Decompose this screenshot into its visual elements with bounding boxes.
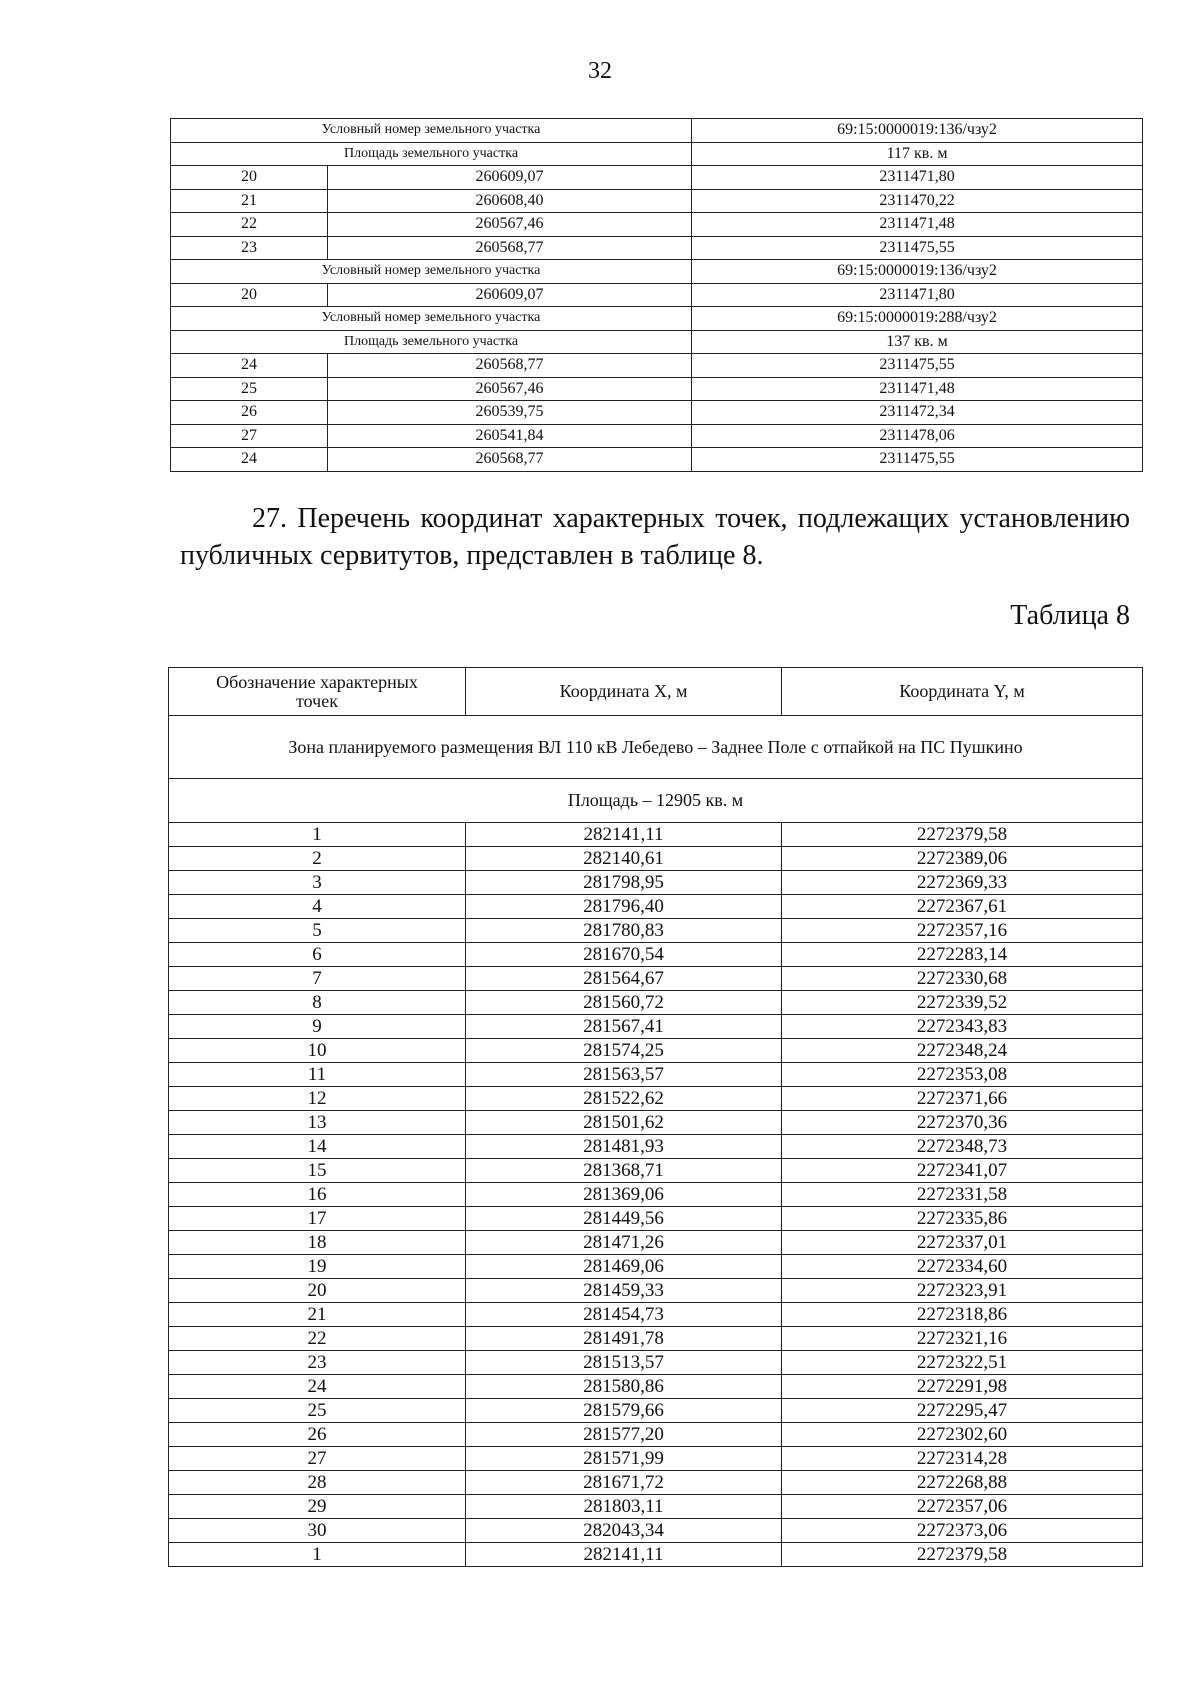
coord-x: 281449,56 [466, 1207, 782, 1231]
point-id: 30 [169, 1519, 466, 1543]
coordinate-row [171, 401, 1143, 425]
coordinate-row [171, 354, 1143, 378]
coordinate-row [171, 236, 1143, 260]
table-row [169, 1351, 1143, 1375]
coord-x: 281670,54 [466, 943, 782, 967]
table-row [169, 1207, 1143, 1231]
coord-x: 282141,11 [466, 1543, 782, 1567]
point-id: 19 [169, 1255, 466, 1279]
coord-y: 2311478,06 [692, 424, 1143, 448]
point-id: 8 [169, 991, 466, 1015]
table-row [169, 1471, 1143, 1495]
table-row [169, 1063, 1143, 1087]
point-id: 20 [171, 283, 328, 307]
table-row [169, 1231, 1143, 1255]
point-id: 11 [169, 1063, 466, 1087]
coord-y: 2272370,36 [782, 1111, 1143, 1135]
point-id: 14 [169, 1135, 466, 1159]
coord-x: 281368,71 [466, 1159, 782, 1183]
coord-y: 2272357,16 [782, 919, 1143, 943]
coord-x: 281798,95 [466, 871, 782, 895]
coord-x: 281454,73 [466, 1303, 782, 1327]
point-id: 21 [169, 1303, 466, 1327]
coordinate-row [171, 283, 1143, 307]
coord-y: 2272353,08 [782, 1063, 1143, 1087]
point-id: 4 [169, 895, 466, 919]
paragraph-27 [180, 500, 1130, 574]
table-row [169, 895, 1143, 919]
paragraph-text: 27. Перечень координат характерных точек, подлежащих установлению публичных сервитутов, представлен в таблице 8. [180, 503, 1130, 571]
plot-area-value: 117 кв. м [692, 142, 1143, 166]
coord-y: 2272302,60 [782, 1423, 1143, 1447]
area-row [169, 779, 1143, 823]
coord-y: 2272291,98 [782, 1375, 1143, 1399]
point-id: 1 [169, 823, 466, 847]
coord-x: 260568,77 [328, 354, 692, 378]
coord-x: 282043,34 [466, 1519, 782, 1543]
point-id: 7 [169, 967, 466, 991]
point-id: 26 [169, 1423, 466, 1447]
coord-x: 282140,61 [466, 847, 782, 871]
point-id: 24 [171, 448, 328, 472]
table-row [169, 1303, 1143, 1327]
point-id: 15 [169, 1159, 466, 1183]
point-id: 20 [169, 1279, 466, 1303]
table-row [169, 847, 1143, 871]
coord-x: 281513,57 [466, 1351, 782, 1375]
table-row [169, 1135, 1143, 1159]
point-id: 27 [171, 424, 328, 448]
coord-x: 281564,67 [466, 967, 782, 991]
table-row [169, 1183, 1143, 1207]
point-id: 22 [169, 1327, 466, 1351]
point-id: 13 [169, 1111, 466, 1135]
table-row [169, 1279, 1143, 1303]
table-row [169, 1519, 1143, 1543]
table-row [169, 1375, 1143, 1399]
table-row [169, 943, 1143, 967]
coordinate-row [171, 377, 1143, 401]
point-id: 6 [169, 943, 466, 967]
coord-x: 281522,62 [466, 1087, 782, 1111]
point-id: 24 [171, 354, 328, 378]
table-row [169, 1543, 1143, 1567]
plot-area-value: 137 кв. м [692, 330, 1143, 354]
table-8 [168, 667, 1143, 1567]
table-row [169, 823, 1143, 847]
table-row [169, 1327, 1143, 1351]
point-id: 1 [169, 1543, 466, 1567]
point-id: 25 [171, 377, 328, 401]
plot-number-value: 69:15:0000019:288/чзу2 [692, 307, 1143, 331]
coord-x: 282141,11 [466, 823, 782, 847]
coord-y: 2272268,88 [782, 1471, 1143, 1495]
coord-y: 2272371,66 [782, 1087, 1143, 1111]
coord-x: 281491,78 [466, 1327, 782, 1351]
point-id: 23 [169, 1351, 466, 1375]
plot-number-row [171, 260, 1143, 284]
coord-y: 2311471,48 [692, 377, 1143, 401]
coord-y: 2272348,24 [782, 1039, 1143, 1063]
coord-y: 2272335,86 [782, 1207, 1143, 1231]
coord-x: 281574,25 [466, 1039, 782, 1063]
table-row [169, 1015, 1143, 1039]
coordinate-row [171, 424, 1143, 448]
coord-x: 281671,72 [466, 1471, 782, 1495]
point-id: 27 [169, 1447, 466, 1471]
zone-title: Зона планируемого размещения ВЛ 110 кВ Лебедево – Заднее Поле с отпайкой на ПС Пушкино [169, 716, 1143, 779]
coord-y: 2311471,80 [692, 166, 1143, 190]
coord-y: 2272389,06 [782, 847, 1143, 871]
table-row [169, 1039, 1143, 1063]
point-id: 26 [171, 401, 328, 425]
point-id: 28 [169, 1471, 466, 1495]
coord-y: 2272369,33 [782, 871, 1143, 895]
table-row [169, 991, 1143, 1015]
table-row [169, 1399, 1143, 1423]
point-id: 9 [169, 1015, 466, 1039]
coord-x: 260539,75 [328, 401, 692, 425]
coord-y: 2272379,58 [782, 823, 1143, 847]
point-id: 17 [169, 1207, 466, 1231]
coord-x: 260541,84 [328, 424, 692, 448]
coord-y: 2311475,55 [692, 448, 1143, 472]
table-row [169, 871, 1143, 895]
coord-x: 281471,26 [466, 1231, 782, 1255]
coord-y: 2272379,58 [782, 1543, 1143, 1567]
coordinate-row [171, 189, 1143, 213]
point-id: 16 [169, 1183, 466, 1207]
coord-y: 2272367,61 [782, 895, 1143, 919]
coord-y: 2272373,06 [782, 1519, 1143, 1543]
point-id: 21 [171, 189, 328, 213]
coord-y: 2272314,28 [782, 1447, 1143, 1471]
plot-number-row [171, 119, 1143, 143]
coord-y: 2272331,58 [782, 1183, 1143, 1207]
plot-area-label: Площадь земельного участка [171, 330, 692, 354]
plot-area-row [171, 142, 1143, 166]
coord-y: 2272322,51 [782, 1351, 1143, 1375]
coord-y: 2272339,52 [782, 991, 1143, 1015]
plot-number-row [171, 307, 1143, 331]
coord-x: 260609,07 [328, 166, 692, 190]
table-row [169, 967, 1143, 991]
point-id: 3 [169, 871, 466, 895]
table-row [169, 1447, 1143, 1471]
coord-x: 281803,11 [466, 1495, 782, 1519]
coord-x: 260567,46 [328, 213, 692, 237]
table-row [169, 1423, 1143, 1447]
coord-y: 2311471,80 [692, 283, 1143, 307]
coord-y: 2272283,14 [782, 943, 1143, 967]
coordinate-row [171, 166, 1143, 190]
zone-area: Площадь – 12905 кв. м [169, 779, 1143, 823]
plot-number-label: Условный номер земельного участка [171, 119, 692, 143]
plot-number-value: 69:15:0000019:136/чзу2 [692, 260, 1143, 284]
coord-x: 281580,86 [466, 1375, 782, 1399]
coord-y: 2272318,86 [782, 1303, 1143, 1327]
point-id: 2 [169, 847, 466, 871]
coord-y: 2311472,34 [692, 401, 1143, 425]
page-number: 32 [588, 58, 612, 84]
header-point: Обозначение характерных точек [169, 668, 466, 716]
table-row [169, 1255, 1143, 1279]
plot-number-value: 69:15:0000019:136/чзу2 [692, 119, 1143, 143]
coord-y: 2311475,55 [692, 354, 1143, 378]
coord-x: 281567,41 [466, 1015, 782, 1039]
table-row [169, 1087, 1143, 1111]
table-row [169, 919, 1143, 943]
zone-row [169, 716, 1143, 779]
coord-y: 2272323,91 [782, 1279, 1143, 1303]
point-id: 25 [169, 1399, 466, 1423]
coord-x: 281481,93 [466, 1135, 782, 1159]
plot-area-row [171, 330, 1143, 354]
coord-y: 2311471,48 [692, 213, 1143, 237]
point-id: 29 [169, 1495, 466, 1519]
point-id: 18 [169, 1231, 466, 1255]
coord-x: 281577,20 [466, 1423, 782, 1447]
coord-x: 260568,77 [328, 448, 692, 472]
coord-y: 2272348,73 [782, 1135, 1143, 1159]
coord-y: 2272341,07 [782, 1159, 1143, 1183]
table-row [169, 1159, 1143, 1183]
coord-x: 281796,40 [466, 895, 782, 919]
coord-y: 2311470,22 [692, 189, 1143, 213]
coord-y: 2272343,83 [782, 1015, 1143, 1039]
header-y: Координата Y, м [782, 668, 1143, 716]
coord-x: 260567,46 [328, 377, 692, 401]
coord-x: 281563,57 [466, 1063, 782, 1087]
coord-y: 2272330,68 [782, 967, 1143, 991]
table-header-row [169, 668, 1143, 716]
coord-x: 281369,06 [466, 1183, 782, 1207]
coordinate-row [171, 448, 1143, 472]
coord-y: 2272321,16 [782, 1327, 1143, 1351]
land-plot-coordinates-table [170, 118, 1143, 472]
coord-x: 281560,72 [466, 991, 782, 1015]
point-id: 12 [169, 1087, 466, 1111]
coord-y: 2272334,60 [782, 1255, 1143, 1279]
coord-y: 2272295,47 [782, 1399, 1143, 1423]
coord-x: 281780,83 [466, 919, 782, 943]
coord-x: 281501,62 [466, 1111, 782, 1135]
coord-y: 2311475,55 [692, 236, 1143, 260]
plot-area-label: Площадь земельного участка [171, 142, 692, 166]
point-id: 5 [169, 919, 466, 943]
plot-number-label: Условный номер земельного участка [171, 260, 692, 284]
point-id: 10 [169, 1039, 466, 1063]
point-id: 24 [169, 1375, 466, 1399]
coord-y: 2272337,01 [782, 1231, 1143, 1255]
coord-x: 281459,33 [466, 1279, 782, 1303]
table-row [169, 1111, 1143, 1135]
coord-y: 2272357,06 [782, 1495, 1143, 1519]
coord-x: 281579,66 [466, 1399, 782, 1423]
coordinate-row [171, 213, 1143, 237]
coord-x: 260609,07 [328, 283, 692, 307]
coord-x: 260568,77 [328, 236, 692, 260]
point-id: 20 [171, 166, 328, 190]
coord-x: 281571,99 [466, 1447, 782, 1471]
plot-number-label: Условный номер земельного участка [171, 307, 692, 331]
point-id: 23 [171, 236, 328, 260]
table-row [169, 1495, 1143, 1519]
coord-x: 281469,06 [466, 1255, 782, 1279]
table-caption: Таблица 8 [1010, 600, 1130, 631]
point-id: 22 [171, 213, 328, 237]
header-x: Координата X, м [466, 668, 782, 716]
coord-x: 260608,40 [328, 189, 692, 213]
